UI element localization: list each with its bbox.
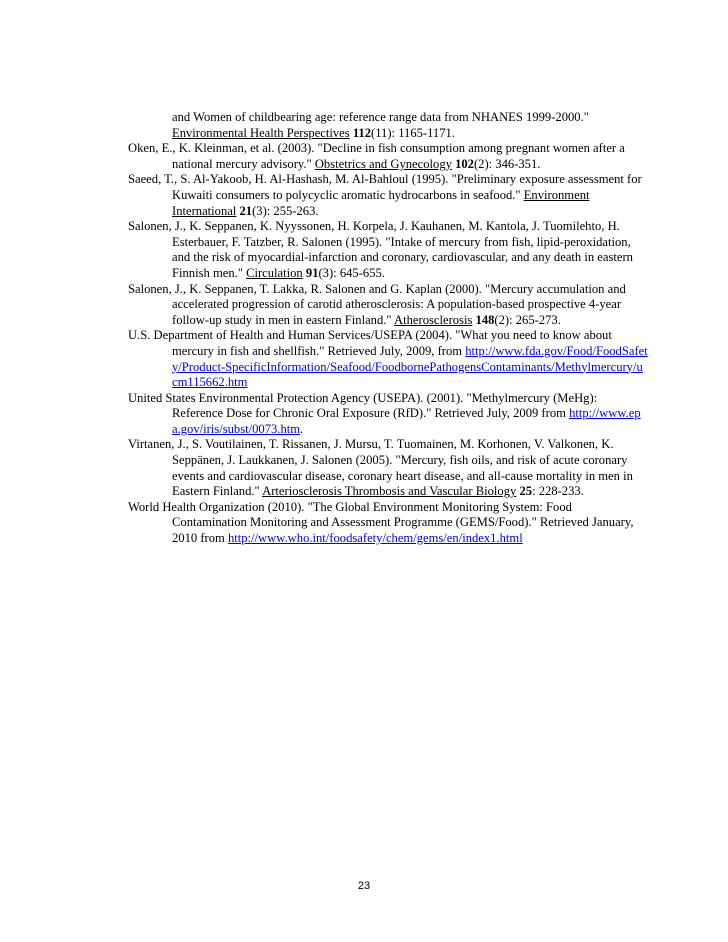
journal-title: Obstetrics and Gynecology — [314, 156, 452, 171]
reference-text: U.S. Department of Health and Human Services/USEPA (2004). "What you need to know about mercury in fish and shellfish." Retrieved July, 2009, from — [128, 328, 612, 358]
reference-text: United States Environmental Protection Agency (USEPA). (2001). "Methylmercury (MeHg): Reference Dose for Chronic Oral Exposure (RfD)." Retrieved July, 2009 from — [128, 390, 598, 421]
reference-entry — [128, 141, 648, 172]
reference-entry — [128, 282, 648, 329]
volume-number: 21 — [239, 203, 253, 218]
reference-entry — [128, 437, 648, 499]
reference-link[interactable]: http://www.who.int/foodsafety/chem/gems/en/index1.html — [227, 531, 523, 546]
reference-text: : 228-233. — [532, 484, 584, 499]
reference-entry — [128, 500, 648, 547]
journal-title: Atherosclerosis — [394, 312, 473, 327]
journal-title: Circulation — [246, 265, 303, 280]
reference-text: and Women of childbearing age: reference range data from NHANES 1999-2000." — [172, 110, 589, 124]
journal-title: Environmental Health Perspectives — [172, 125, 350, 140]
reference-list — [128, 110, 648, 547]
reference-link[interactable]: http://www.fda.gov/Food/FoodSafety/Product-SpecificInformation/Seafood/FoodbornePathogensContaminants/Methylmercury/ucm115662.htm — [172, 343, 648, 390]
page-number: 23 — [357, 880, 371, 892]
journal-title: Arteriosclerosis Thrombosis and Vascular Biology — [262, 484, 517, 499]
reference-entry — [128, 172, 648, 219]
journal-title: Environment International — [172, 187, 590, 218]
reference-entry — [128, 391, 648, 438]
reference-text: (2): 346-351. — [473, 156, 541, 171]
volume-number: 102 — [455, 156, 474, 171]
reference-text: (3): 255-263. — [252, 203, 319, 218]
reference-text: Salonen, J., K. Seppanen, T. Lakka, R. Salonen and G. Kaplan (2000). "Mercury accumulation and accelerated progression of carotid atherosclerosis: A population-based prospective 4-year follow-up study in men in eastern Finland." — [128, 281, 626, 327]
reference-text: Salonen, J., K. Seppanen, K. Nyyssonen, H. Korpela, J. Kauhanen, M. Kantola, J. Tuomilehto, H. Esterbauer, F. Tatzber, R. Salonen (1995). "Intake of mercury from fish, lipid-peroxidation, and the risk of myocardial-infarction and coronary, cardiovascular, and any death in eastern Finnish men." — [128, 219, 633, 280]
reference-link[interactable]: http://www.epa.gov/iris/subst/0073.htm — [172, 406, 641, 436]
reference-text: Oken, E., K. Kleinman, et al. (2003). "Decline in fish consumption among pregnant women after a national mercury advisory." — [128, 141, 625, 171]
reference-text: Saeed, T., S. Al-Yakoob, H. Al-Hashash, M. Al-Bahloul (1995). "Preliminary exposure assessment for Kuwaiti consumers to polycyclic aromatic hydrocarbons in seafood." — [128, 172, 642, 202]
volume-number: 91 — [305, 265, 319, 280]
reference-text: World Health Organization (2010). "The Global Environment Monitoring System: Food Contamination Monitoring and Assessment Programme (GEMS/Food)." Retrieved January, 2010 from — [128, 499, 634, 546]
reference-entry — [128, 328, 648, 390]
reference-text: (11): 1165-1171. — [371, 125, 455, 140]
volume-number: 112 — [352, 125, 372, 140]
reference-text: . — [300, 421, 304, 436]
volume-number: 25 — [519, 484, 533, 499]
reference-text: (2): 265-273. — [494, 312, 561, 327]
reference-text: (3): 645-655. — [318, 265, 385, 280]
reference-entry — [128, 219, 648, 281]
reference-text: Virtanen, J., S. Voutilainen, T. Rissanen, J. Mursu, T. Tuomainen, M. Korhonen, V. Valkonen, K. Seppänen, J. Laukkanen, J. Salonen (2005). "Mercury, fish oils, and risk of acute coronary events and cardiovascular disease, coronary heart disease, and all-cause mortality in men in Eastern Finland." — [128, 437, 633, 499]
volume-number: 148 — [475, 312, 495, 327]
reference-entry — [128, 110, 648, 141]
